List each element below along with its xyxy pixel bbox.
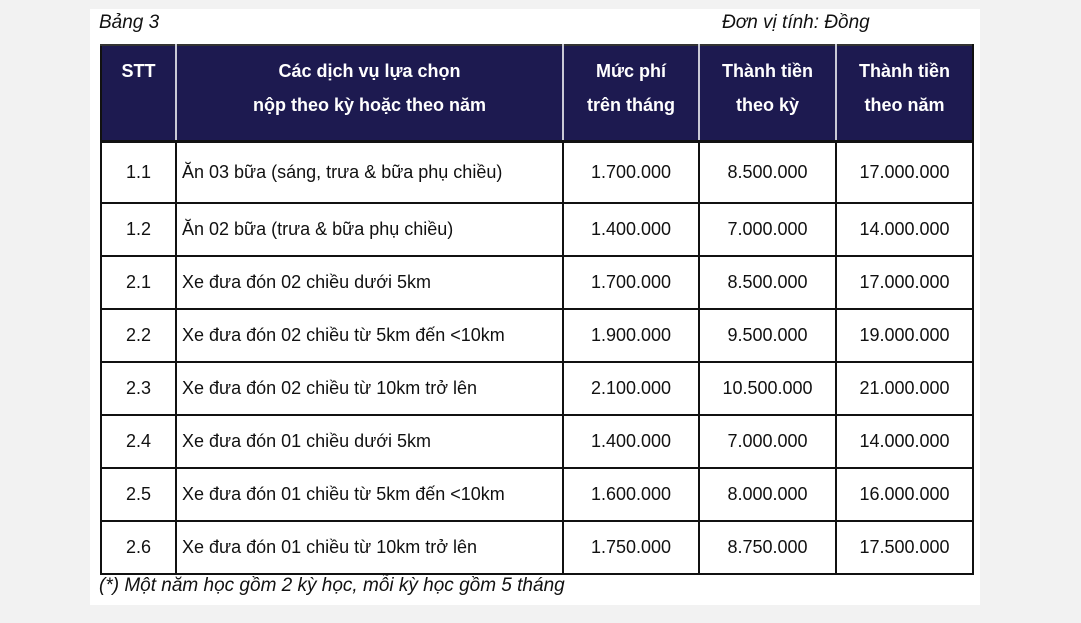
cell-monthly: 1.400.000: [563, 415, 699, 468]
cell-term: 9.500.000: [699, 309, 836, 362]
cell-service: Ăn 03 bữa (sáng, trưa & bữa phụ chiều): [176, 141, 563, 203]
cell-year: 17.500.000: [836, 521, 973, 574]
table-row: [101, 362, 973, 415]
cell-monthly: 1.600.000: [563, 468, 699, 521]
cell-stt: 2.6: [101, 521, 176, 574]
cell-service: Xe đưa đón 02 chiều từ 10km trở lên: [176, 362, 563, 415]
header-row: [101, 45, 973, 141]
table-caption: Bảng 3: [99, 12, 160, 33]
table-row: [101, 141, 973, 203]
footnote: (*) Một năm học gồm 2 kỳ học, mỗi kỳ học gồm 5 tháng: [99, 575, 565, 596]
unit-label: Đơn vị tính: Đồng: [722, 12, 870, 33]
cell-term: 10.500.000: [699, 362, 836, 415]
cell-term: 7.000.000: [699, 203, 836, 256]
table-row: [101, 415, 973, 468]
table-row: [101, 468, 973, 521]
header-text: theo năm: [864, 95, 945, 115]
cell-stt: 2.2: [101, 309, 176, 362]
header-monthly: [563, 45, 699, 141]
header-text: Thành tiền: [722, 61, 813, 81]
header-term: [699, 45, 836, 141]
cell-stt: 2.3: [101, 362, 176, 415]
table-row: [101, 203, 973, 256]
cell-service: Xe đưa đón 02 chiều dưới 5km: [176, 256, 563, 309]
cell-stt: 2.5: [101, 468, 176, 521]
cell-monthly: 1.900.000: [563, 309, 699, 362]
cell-stt: 2.1: [101, 256, 176, 309]
header-text: Thành tiền: [859, 61, 950, 81]
header-text: STT: [121, 61, 156, 81]
cell-year: 17.000.000: [836, 141, 973, 203]
header-year: [836, 45, 973, 141]
header-stt: [101, 45, 176, 141]
cell-monthly: 2.100.000: [563, 362, 699, 415]
cell-year: 14.000.000: [836, 415, 973, 468]
cell-year: 17.000.000: [836, 256, 973, 309]
cell-year: 14.000.000: [836, 203, 973, 256]
cell-term: 8.750.000: [699, 521, 836, 574]
header-text: Mức phí: [595, 61, 667, 81]
header-service: [176, 45, 563, 141]
header-text: trên tháng: [587, 95, 675, 115]
cell-year: 21.000.000: [836, 362, 973, 415]
cell-stt: 1.2: [101, 203, 176, 256]
table-row: [101, 256, 973, 309]
cell-monthly: 1.750.000: [563, 521, 699, 574]
cell-stt: 1.1: [101, 141, 176, 203]
cell-year: 19.000.000: [836, 309, 973, 362]
header-text: theo kỳ: [735, 95, 800, 115]
header-text: nộp theo kỳ hoặc theo năm: [252, 95, 487, 115]
cell-service: Xe đưa đón 01 chiều từ 5km đến <10km: [176, 468, 563, 521]
cell-term: 8.500.000: [699, 141, 836, 203]
cell-term: 8.000.000: [699, 468, 836, 521]
header-text: Các dịch vụ lựa chọn: [278, 61, 461, 81]
cell-service: Ăn 02 bữa (trưa & bữa phụ chiều): [176, 203, 563, 256]
cell-stt: 2.4: [101, 415, 176, 468]
cell-term: 8.500.000: [699, 256, 836, 309]
cell-monthly: 1.700.000: [563, 256, 699, 309]
cell-term: 7.000.000: [699, 415, 836, 468]
cell-service: Xe đưa đón 01 chiều từ 10km trở lên: [176, 521, 563, 574]
cell-service: Xe đưa đón 01 chiều dưới 5km: [176, 415, 563, 468]
cell-monthly: 1.400.000: [563, 203, 699, 256]
fee-table: [100, 44, 974, 575]
table-row: [101, 521, 973, 574]
table-row: [101, 309, 973, 362]
cell-year: 16.000.000: [836, 468, 973, 521]
cell-service: Xe đưa đón 02 chiều từ 5km đến <10km: [176, 309, 563, 362]
cell-monthly: 1.700.000: [563, 141, 699, 203]
